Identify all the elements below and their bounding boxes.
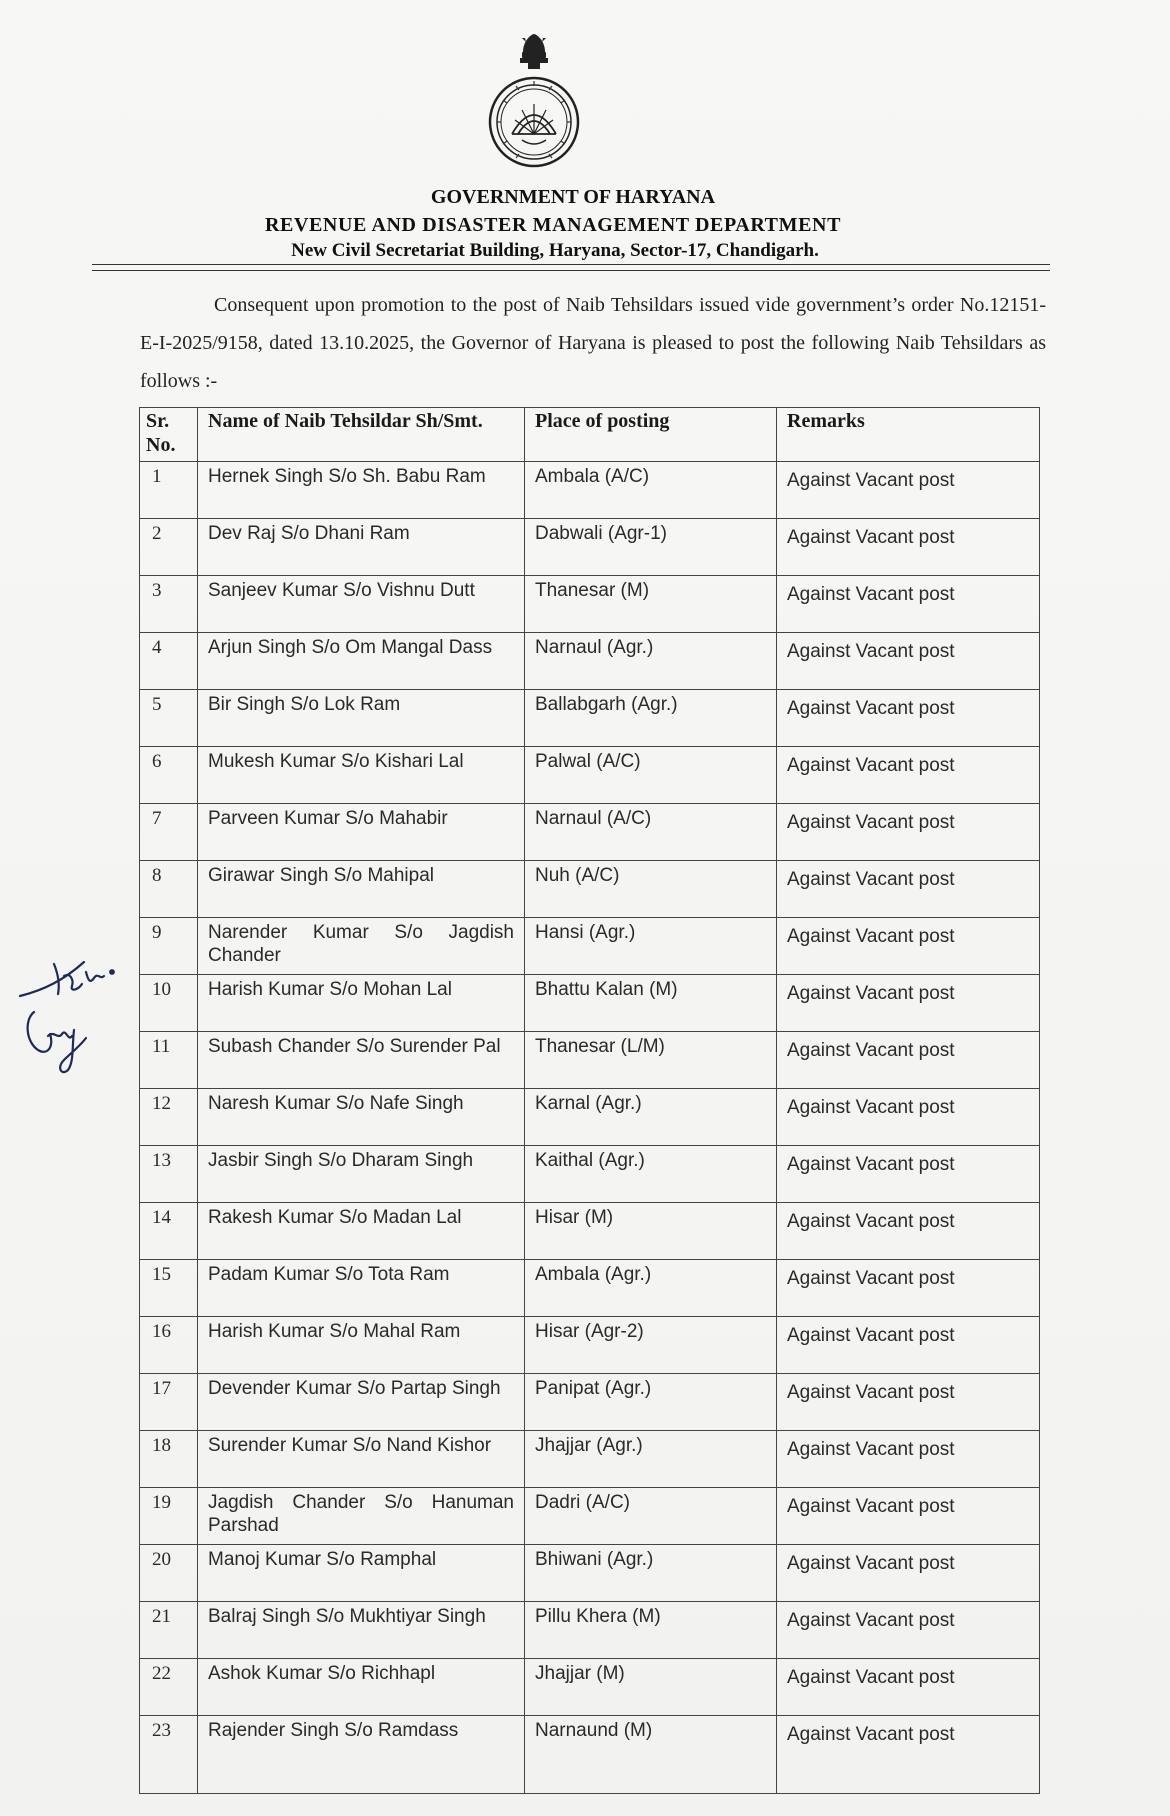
cell-name: Girawar Singh S/o Mahipal (198, 861, 525, 918)
intro-paragraph (140, 286, 1046, 400)
cell-place: Ballabgarh (Agr.) (525, 690, 777, 747)
header-sr-no: Sr. No. (140, 408, 198, 462)
table-row (140, 804, 1040, 861)
cell-remarks: Against Vacant post (777, 519, 1040, 576)
cell-remarks: Against Vacant post (777, 1032, 1040, 1089)
cell-place: Ambala (A/C) (525, 462, 777, 519)
table-row (140, 861, 1040, 918)
cell-remarks: Against Vacant post (777, 1602, 1040, 1659)
cell-place: Narnaul (A/C) (525, 804, 777, 861)
cell-place: Bhiwani (Agr.) (525, 1545, 777, 1602)
cell-sr-no: 21 (140, 1602, 198, 1659)
table-row (140, 918, 1040, 975)
cell-remarks: Against Vacant post (777, 1146, 1040, 1203)
cell-sr-no: 1 (140, 462, 198, 519)
cell-name: Hernek Singh S/o Sh. Babu Ram (198, 462, 525, 519)
cell-place: Kaithal (Agr.) (525, 1146, 777, 1203)
cell-remarks: Against Vacant post (777, 1317, 1040, 1374)
cell-sr-no: 7 (140, 804, 198, 861)
table-row (140, 1032, 1040, 1089)
cell-name: Dev Raj S/o Dhani Ram (198, 519, 525, 576)
cell-place: Hansi (Agr.) (525, 918, 777, 975)
table-row (140, 633, 1040, 690)
cell-place: Panipat (Agr.) (525, 1374, 777, 1431)
cell-place: Jhajjar (M) (525, 1659, 777, 1716)
cell-sr-no: 23 (140, 1716, 198, 1794)
cell-name: Harish Kumar S/o Mahal Ram (198, 1317, 525, 1374)
table-row (140, 1374, 1040, 1431)
cell-place: Thanesar (M) (525, 576, 777, 633)
table-row (140, 1545, 1040, 1602)
cell-name: Naresh Kumar S/o Nafe Singh (198, 1089, 525, 1146)
cell-sr-no: 5 (140, 690, 198, 747)
handwritten-initials-icon (14, 950, 144, 1090)
cell-name: Surender Kumar S/o Nand Kishor (198, 1431, 525, 1488)
cell-remarks: Against Vacant post (777, 576, 1040, 633)
cell-place: Dadri (A/C) (525, 1488, 777, 1545)
haryana-emblem-icon (482, 30, 586, 172)
cell-place: Hisar (Agr-2) (525, 1317, 777, 1374)
cell-name: Jasbir Singh S/o Dharam Singh (198, 1146, 525, 1203)
table-row (140, 462, 1040, 519)
cell-name: Harish Kumar S/o Mohan Lal (198, 975, 525, 1032)
cell-sr-no: 2 (140, 519, 198, 576)
cell-sr-no: 4 (140, 633, 198, 690)
table-row (140, 1716, 1040, 1794)
cell-place: Thanesar (L/M) (525, 1032, 777, 1089)
cell-place: Narnaund (M) (525, 1716, 777, 1794)
cell-name: Devender Kumar S/o Partap Singh (198, 1374, 525, 1431)
cell-sr-no: 22 (140, 1659, 198, 1716)
table-row (140, 519, 1040, 576)
cell-name: Jagdish Chander S/o Hanuman Parshad (198, 1488, 525, 1545)
cell-place: Bhattu Kalan (M) (525, 975, 777, 1032)
cell-sr-no: 17 (140, 1374, 198, 1431)
table-row (140, 1431, 1040, 1488)
cell-remarks: Against Vacant post (777, 1431, 1040, 1488)
postings-table (139, 407, 1040, 1794)
cell-name: Manoj Kumar S/o Ramphal (198, 1545, 525, 1602)
cell-name: Mukesh Kumar S/o Kishari Lal (198, 747, 525, 804)
cell-sr-no: 20 (140, 1545, 198, 1602)
cell-remarks: Against Vacant post (777, 1488, 1040, 1545)
header-department: REVENUE AND DISASTER MANAGEMENT DEPARTMENT (264, 214, 842, 236)
cell-place: Karnal (Agr.) (525, 1089, 777, 1146)
cell-sr-no: 15 (140, 1260, 198, 1317)
cell-sr-no: 11 (140, 1032, 198, 1089)
cell-name: Arjun Singh S/o Om Mangal Dass (198, 633, 525, 690)
cell-remarks: Against Vacant post (777, 918, 1040, 975)
cell-sr-no: 19 (140, 1488, 198, 1545)
header-place: Place of posting (525, 408, 777, 462)
cell-sr-no: 9 (140, 918, 198, 975)
cell-remarks: Against Vacant post (777, 1374, 1040, 1431)
header-name: Name of Naib Tehsildar Sh/Smt. (198, 408, 525, 462)
cell-sr-no: 12 (140, 1089, 198, 1146)
cell-remarks: Against Vacant post (777, 1260, 1040, 1317)
table-row (140, 1488, 1040, 1545)
cell-place: Dabwali (Agr-1) (525, 519, 777, 576)
header-address: New Civil Secretariat Building, Haryana, Sector-17, Chandigarh. (291, 240, 819, 261)
cell-sr-no: 8 (140, 861, 198, 918)
cell-sr-no: 14 (140, 1203, 198, 1260)
table-row (140, 1203, 1040, 1260)
table-row (140, 1089, 1040, 1146)
cell-remarks: Against Vacant post (777, 1089, 1040, 1146)
cell-name: Padam Kumar S/o Tota Ram (198, 1260, 525, 1317)
cell-name: Parveen Kumar S/o Mahabir (198, 804, 525, 861)
table-row (140, 1317, 1040, 1374)
table-row (140, 576, 1040, 633)
cell-name: Narender Kumar S/o Jagdish Chander (198, 918, 525, 975)
cell-name: Balraj Singh S/o Mukhtiyar Singh (198, 1602, 525, 1659)
cell-remarks: Against Vacant post (777, 861, 1040, 918)
cell-place: Palwal (A/C) (525, 747, 777, 804)
table-row (140, 1146, 1040, 1203)
table-row (140, 1260, 1040, 1317)
cell-sr-no: 3 (140, 576, 198, 633)
header-remarks: Remarks (777, 408, 1040, 462)
cell-place: Hisar (M) (525, 1203, 777, 1260)
table-row (140, 1602, 1040, 1659)
table-row (140, 690, 1040, 747)
cell-name: Bir Singh S/o Lok Ram (198, 690, 525, 747)
cell-place: Nuh (A/C) (525, 861, 777, 918)
cell-sr-no: 6 (140, 747, 198, 804)
header-divider (92, 264, 1050, 265)
table-row (140, 975, 1040, 1032)
cell-remarks: Against Vacant post (777, 690, 1040, 747)
cell-remarks: Against Vacant post (777, 1716, 1040, 1794)
cell-sr-no: 18 (140, 1431, 198, 1488)
intro-text: Consequent upon promotion to the post of Naib Tehsildars issued vide government’s order No.12151-E-I-2025/9158, dated 13.10.2025, the Governor of Haryana is pleased to post the following Naib Tehsildars as follows :- (140, 294, 1046, 392)
cell-place: Pillu Khera (M) (525, 1602, 777, 1659)
cell-place: Jhajjar (Agr.) (525, 1431, 777, 1488)
cell-place: Ambala (Agr.) (525, 1260, 777, 1317)
cell-remarks: Against Vacant post (777, 975, 1040, 1032)
cell-remarks: Against Vacant post (777, 462, 1040, 519)
cell-name: Rakesh Kumar S/o Madan Lal (198, 1203, 525, 1260)
cell-sr-no: 13 (140, 1146, 198, 1203)
cell-name: Subash Chander S/o Surender Pal (198, 1032, 525, 1089)
cell-name: Rajender Singh S/o Ramdass (198, 1716, 525, 1794)
cell-place: Narnaul (Agr.) (525, 633, 777, 690)
table-row (140, 1659, 1040, 1716)
cell-remarks: Against Vacant post (777, 1545, 1040, 1602)
cell-remarks: Against Vacant post (777, 633, 1040, 690)
cell-sr-no: 10 (140, 975, 198, 1032)
cell-name: Sanjeev Kumar S/o Vishnu Dutt (198, 576, 525, 633)
cell-sr-no: 16 (140, 1317, 198, 1374)
cell-remarks: Against Vacant post (777, 804, 1040, 861)
cell-remarks: Against Vacant post (777, 747, 1040, 804)
table-header-row (140, 408, 1040, 462)
cell-remarks: Against Vacant post (777, 1659, 1040, 1716)
cell-remarks: Against Vacant post (777, 1203, 1040, 1260)
table-row (140, 747, 1040, 804)
header-divider-second (92, 270, 1050, 271)
cell-name: Ashok Kumar S/o Richhapl (198, 1659, 525, 1716)
header-government: GOVERNMENT OF HARYANA (430, 186, 716, 208)
